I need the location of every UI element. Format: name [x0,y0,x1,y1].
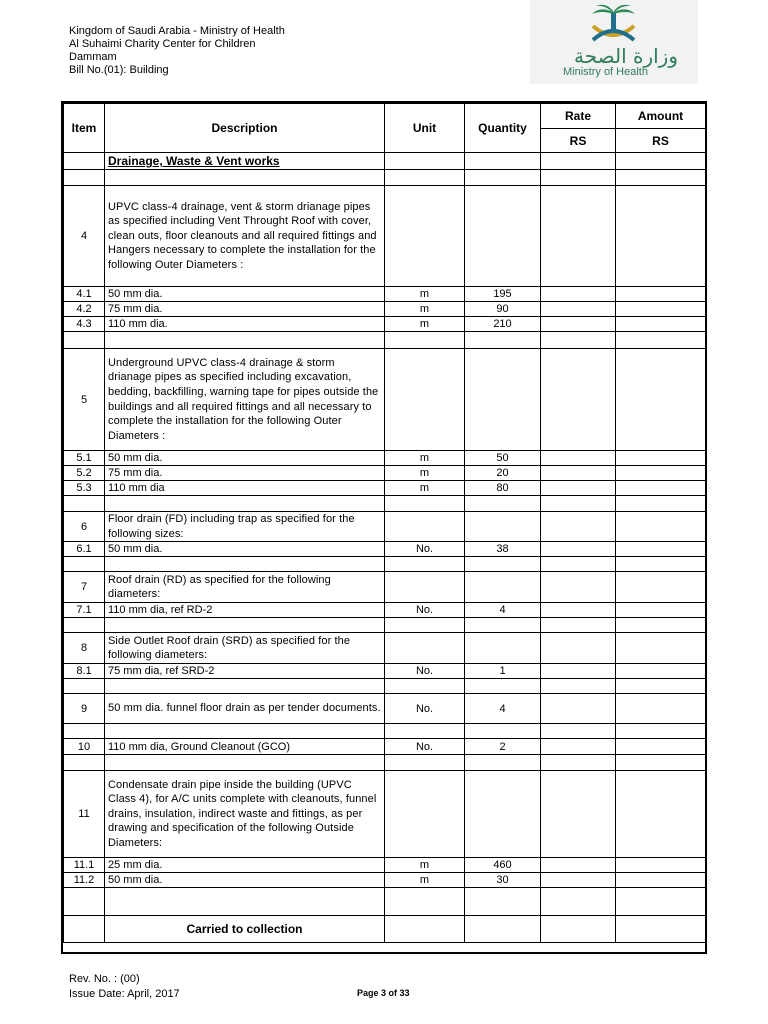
table-row [64,466,706,481]
item-description: Roof drain (RD) as specified for the following diameters: [105,572,385,603]
item-number: 4 [64,186,105,287]
table-row [64,287,706,302]
item-number: 11.2 [64,873,105,888]
logo-arabic-text: وزارة الصحة [574,44,678,68]
table-row [64,858,706,873]
bill-table [61,101,707,954]
item-description: 110 mm dia [105,481,385,496]
table-row [64,186,706,287]
col-header-unit: Unit [385,104,465,153]
item-number: 6.1 [64,542,105,557]
item-description: 25 mm dia. [105,858,385,873]
ministry-logo [530,0,698,84]
item-description: Underground UPVC class-4 drainage & storm drianage pipes as specified including excavation, bedding, backfilling, warning tape for pipes outside the buildings and all required fittings and all necessary to complete the installation for the following Outer Diameters : [105,349,385,451]
item-unit: m [385,858,465,873]
item-quantity [465,633,541,664]
item-unit: No. [385,603,465,618]
amount-currency: RS [616,129,706,153]
table-row [64,481,706,496]
table-row [64,739,706,755]
palm-emblem-icon [530,0,698,50]
item-number: 7.1 [64,603,105,618]
item-number: 4.2 [64,302,105,317]
item-number: 10 [64,739,105,755]
item-quantity: 50 [465,451,541,466]
table-row [64,542,706,557]
table-row [64,771,706,858]
item-unit: No. [385,664,465,679]
item-unit [385,771,465,858]
table-row [64,317,706,332]
item-unit: m [385,302,465,317]
item-unit [385,349,465,451]
item-description: Condensate drain pipe inside the building (UPVC Class 4), for A/C units complete with cleanouts, funnel drains, insulation, indirect waste and fittings, as per drawing and specification of the following Outside Diameters: [105,771,385,858]
item-number: 8 [64,633,105,664]
item-quantity [465,572,541,603]
logo-english-text: Ministry of Health [563,66,648,78]
table-row [64,302,706,317]
item-description: UPVC class-4 drainage, vent & storm drianage pipes as specified including Vent Throught Roof with cover, clean outs, floor cleanouts and all required fittings and Hangers necessary to complete the installation for the following Outer Diameters : [105,186,385,287]
item-quantity [465,186,541,287]
table-row [64,451,706,466]
item-description: 110 mm dia. [105,317,385,332]
header-center: Al Suhaimi Charity Center for Children [69,38,256,50]
item-number: 7 [64,572,105,603]
table-row [64,603,706,618]
item-quantity: 4 [465,694,541,724]
item-number: 8.1 [64,664,105,679]
table-row [64,694,706,724]
rate-currency: RS [541,129,616,153]
table-row [64,633,706,664]
item-description: 50 mm dia. funnel floor drain as per tender documents. [105,694,385,724]
item-unit: No. [385,694,465,724]
item-description: 50 mm dia. [105,542,385,557]
item-description: 110 mm dia, ref RD-2 [105,603,385,618]
table-row [64,512,706,542]
item-description: 50 mm dia. [105,451,385,466]
item-number: 5.1 [64,451,105,466]
item-quantity: 195 [465,287,541,302]
item-quantity: 1 [465,664,541,679]
item-unit: m [385,451,465,466]
item-description: 110 mm dia, Ground Cleanout (GCO) [105,739,385,755]
col-header-amount: Amount [616,104,706,129]
item-quantity [465,512,541,542]
table-row [64,664,706,679]
col-header-item: Item [64,104,105,153]
col-header-quantity: Quantity [465,104,541,153]
item-number: 5 [64,349,105,451]
item-quantity: 20 [465,466,541,481]
page-number: Page 3 of 33 [357,988,410,998]
issue-date: Issue Date: April, 2017 [69,988,180,1000]
item-number: 4.1 [64,287,105,302]
item-number: 6 [64,512,105,542]
col-header-rate: Rate [541,104,616,129]
item-quantity: 460 [465,858,541,873]
item-unit: m [385,481,465,496]
item-number: 4.3 [64,317,105,332]
item-description: 75 mm dia. [105,302,385,317]
item-quantity: 210 [465,317,541,332]
item-quantity: 38 [465,542,541,557]
item-unit: m [385,873,465,888]
table-row [64,572,706,603]
item-quantity [465,771,541,858]
item-unit: m [385,466,465,481]
item-unit: No. [385,542,465,557]
col-header-description: Description [105,104,385,153]
item-description: 50 mm dia. [105,287,385,302]
item-unit: m [385,287,465,302]
table-row [64,873,706,888]
item-unit: m [385,317,465,332]
header-city: Dammam [69,51,117,63]
item-quantity [465,349,541,451]
item-quantity: 90 [465,302,541,317]
item-quantity: 80 [465,481,541,496]
carried-row [64,916,706,943]
carried-to-collection: Carried to collection [105,916,385,943]
item-unit [385,633,465,664]
item-number: 5.2 [64,466,105,481]
item-unit [385,572,465,603]
item-quantity: 30 [465,873,541,888]
item-number: 5.3 [64,481,105,496]
item-unit: No. [385,739,465,755]
item-description: Side Outlet Roof drain (SRD) as specified for the following diameters: [105,633,385,664]
item-quantity: 2 [465,739,541,755]
section-row [64,153,706,170]
item-description: 75 mm dia, ref SRD-2 [105,664,385,679]
item-quantity: 4 [465,603,541,618]
section-title: Drainage, Waste & Vent works [105,153,385,170]
item-unit [385,512,465,542]
item-unit [385,186,465,287]
item-description: 75 mm dia. [105,466,385,481]
table-row [64,349,706,451]
item-number: 11.1 [64,858,105,873]
revision-number: Rev. No. : (00) [69,973,140,985]
item-description: Floor drain (FD) including trap as specified for the following sizes: [105,512,385,542]
item-number: 9 [64,694,105,724]
header-ministry: Kingdom of Saudi Arabia - Ministry of Health [69,25,285,37]
document-header [69,25,285,77]
item-description: 50 mm dia. [105,873,385,888]
header-bill: Bill No.(01): Building [69,64,169,76]
item-number: 11 [64,771,105,858]
document-footer [69,972,180,1002]
